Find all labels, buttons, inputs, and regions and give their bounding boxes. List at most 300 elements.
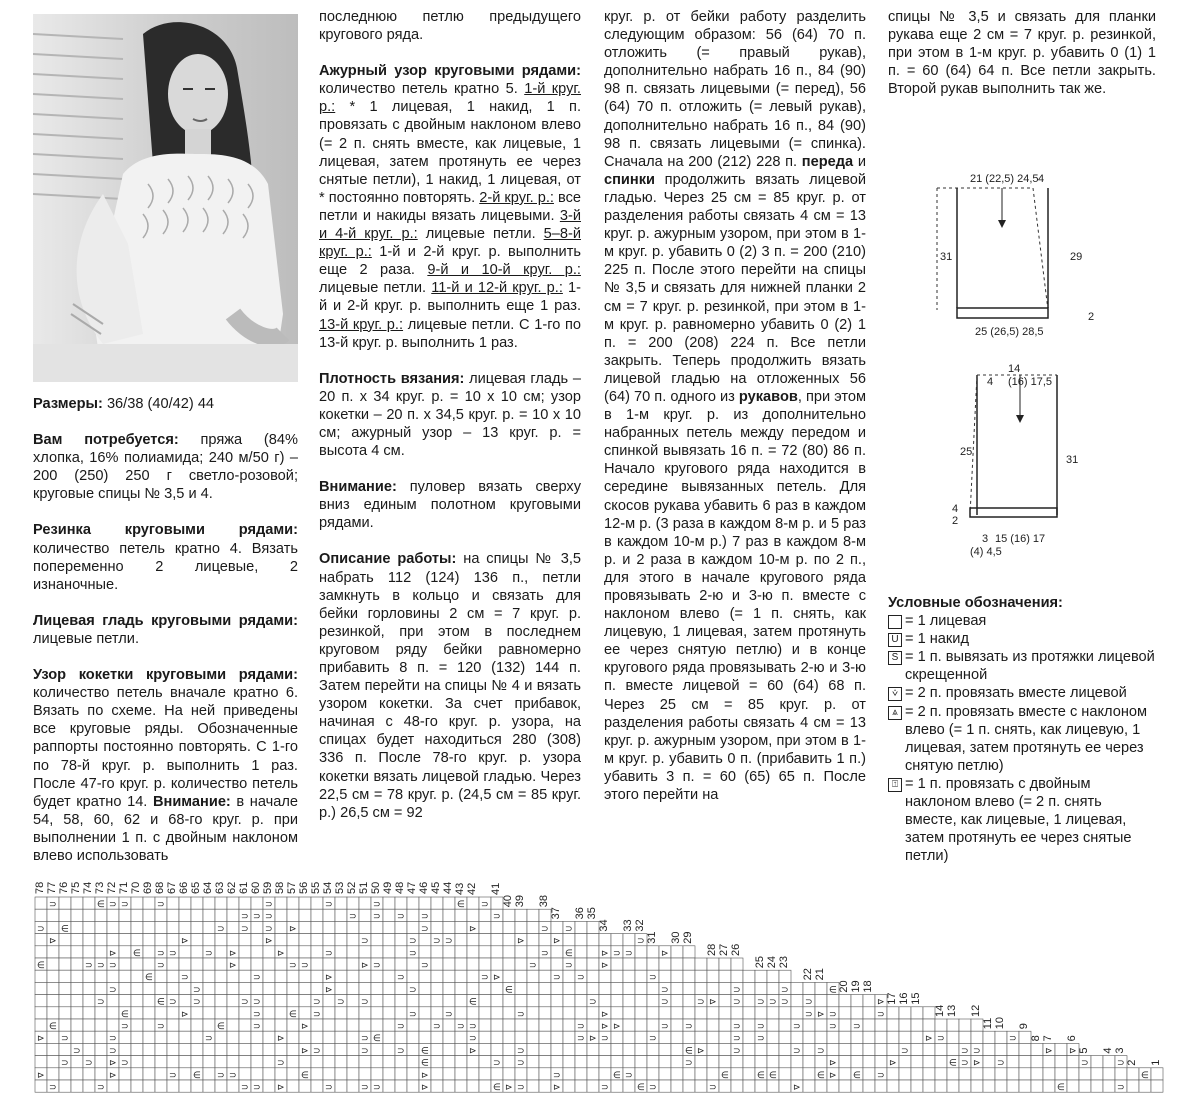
chart-cell [431,946,443,958]
chart-cell [599,934,611,946]
chart-cell [419,982,431,994]
chart-cell [551,958,563,970]
chart-cell [359,897,371,909]
chart-cell [347,1031,359,1043]
chart-cell [659,1007,671,1019]
stitch-mark: ⊃ [637,936,645,947]
chart-cell [563,1068,575,1080]
chart-cell [587,970,599,982]
stitch-mark: ⊃ [373,961,381,971]
chart-cell [467,1080,479,1092]
chart-cell [1043,1068,1055,1080]
sleeve-top2-dim: (16) 17,5 [1008,376,1053,388]
chart-cell [203,1007,215,1019]
chart-cell [743,1056,755,1068]
chart-cell [659,958,671,970]
chart-cell [899,1080,911,1092]
chart-cell [59,934,71,946]
chart-row-label: 68 [154,881,166,894]
chart-cell [587,1007,599,1019]
stitch-mark: ⊃ [469,1022,477,1032]
chart-cell [335,934,347,946]
column-1 [33,395,298,883]
chart-cell [467,909,479,921]
chart-cell [191,909,203,921]
chart-cell [527,1068,539,1080]
body-top-dim: 21 (22,5) 24,5 [970,173,1039,185]
chart-cell [851,995,863,1007]
chart-cell [431,1056,443,1068]
chart-cell [1055,1068,1067,1080]
chart-cell [791,982,803,994]
chart-cell [263,1080,275,1092]
chart-cell [503,946,515,958]
stitch-mark: ⊃ [205,1034,213,1045]
chart-cell [71,897,83,909]
stitch-mark: ⊃ [349,912,357,923]
chart-cell [143,934,155,946]
chart-cell [1079,1068,1091,1080]
chart-cell [1103,1056,1115,1068]
chart-cell [347,946,359,958]
chart-cell [95,1043,107,1055]
chart-cell [191,1031,203,1043]
chart-cell [83,897,95,909]
chart-cell [563,995,575,1007]
chart-cell [659,1031,671,1043]
stitch-mark: ⊃ [829,1022,837,1032]
chart-cell [227,1056,239,1068]
chart-cell [611,958,623,970]
chart-cell [227,1019,239,1031]
chart-cell [383,1056,395,1068]
chart-cell [755,1043,767,1055]
chart-cell [767,1043,779,1055]
chart-cell [131,982,143,994]
chart-cell [395,1068,407,1080]
chart-cell [395,946,407,958]
chart-cell [107,921,119,933]
chart-cell [83,921,95,933]
sleeve-top-left-dim: 4 [987,376,994,388]
chart-cell [503,1043,515,1055]
chart-row-label: 8 [1030,1035,1042,1042]
chart-cell [167,934,179,946]
chart-cell [95,982,107,994]
stitch-mark: ⊳ [829,1058,837,1069]
chart-cell [335,1080,347,1092]
chart-cell [863,1056,875,1068]
stitch-mark: ⊳ [361,961,369,971]
chart-cell [479,934,491,946]
stitch-mark: ⊃ [397,912,405,923]
stitch-mark: ⊳ [229,948,237,959]
chart-cell [191,1056,203,1068]
chart-cell [587,946,599,958]
legend-text: = 1 п. провязать с двойным наклоном влево (= 2 п. снять вместе, как лицевые, 1 лицевая, затем протянуть ее через снятые петли) [905,775,1132,865]
chart-cell [47,1056,59,1068]
chart-row-label: 73 [94,881,106,894]
chart-cell [395,995,407,1007]
chart-cell [359,1056,371,1068]
instructions-text: спицы № 3,5 и связать для планки рукава еще 2 см = 7 круг. р. резинкой, при этом в 1-м круг. р. убавить 0 (1) 1 п. = 60 (64) 64 п. Все петли закрыть. Второй рукав выполнить так же. [888,9,1156,98]
chart-cell [671,995,683,1007]
stitch-mark: ⊃ [49,900,57,910]
chart-row-label: 1 [1150,1059,1162,1066]
stitch-mark: ⊳ [589,1034,597,1045]
stitch-mark: ⊳ [181,936,189,947]
chart-cell [767,1007,779,1019]
stitch-mark: ⊃ [241,997,249,1008]
chart-cell [443,1080,455,1092]
chart-cell [815,1056,827,1068]
chart-cell [407,1068,419,1080]
chart-cell [215,946,227,958]
stitch-mark: ⊃ [469,1034,477,1045]
chart-cell [455,970,467,982]
stitch-mark: ⊃ [421,961,429,971]
stitch-mark: ⊃ [589,997,597,1008]
chart-row-label: 54 [322,881,334,894]
chart-row-label: 40 [502,894,514,908]
stitch-mark: ⊃ [265,924,273,935]
stitch-mark: ⊳ [109,1058,117,1069]
chart-cell [35,897,47,909]
chart-cell [491,934,503,946]
chart-cell [803,982,815,994]
stitch-mark: ⊳ [325,985,333,996]
chart-cell [83,970,95,982]
chart-cell [275,1068,287,1080]
chart-cell [263,1056,275,1068]
chart-cell [311,1056,323,1068]
chart-cell [71,934,83,946]
stitch-mark: ⊳ [601,961,609,971]
stitch-mark: ⊃ [481,900,489,910]
chart-row-label: 65 [190,881,202,894]
stitch-mark: ⊳ [109,1070,117,1081]
chart-row-label: 59 [262,881,274,894]
chart-cell [527,995,539,1007]
chart-cell [1151,1080,1163,1092]
chart-cell [455,1080,467,1092]
stitch-mark: ⊳ [421,1070,429,1081]
chart-cell [623,1080,635,1092]
chart-cell [155,1043,167,1055]
chart-cell [347,1056,359,1068]
chart-cell [851,1043,863,1055]
stitch-symbol-icon: ⍐ [888,778,902,792]
chart-cell [719,958,731,970]
chart-cell [35,995,47,1007]
chart-cell [263,946,275,958]
chart-cell [635,946,647,958]
chart-cell [443,921,455,933]
chart-cell [1019,1080,1031,1092]
legend-text: = 2 п. провязать вместе с наклоном влево (= 1 п. снять, как лицевую, 1 лицевая, затем протянуть ее через снятую петлю) [905,703,1148,774]
stitch-symbol-icon: U [888,633,902,647]
chart-cell [815,982,827,994]
stitch-mark: ∈ [769,1070,777,1081]
chart-cell [587,1019,599,1031]
chart-cell [419,897,431,909]
chart-cell [71,1080,83,1092]
stitch-mark: ⊃ [61,1034,69,1045]
stitch-mark: ⊃ [661,985,669,996]
chart-cell [263,1007,275,1019]
stitch-mark: ⊳ [277,948,285,959]
chart-cell [95,934,107,946]
chart-cell [47,909,59,921]
chart-cell [71,958,83,970]
chart-cell [371,1043,383,1055]
chart-cell [251,958,263,970]
chart-cell [287,982,299,994]
chart-cell [551,1031,563,1043]
stitch-mark: ∈ [757,1070,765,1081]
stitch-mark: ⊃ [61,1058,69,1069]
chart-cell [179,946,191,958]
stitch-mark: ∈ [817,1070,825,1081]
chart-cell [683,982,695,994]
chart-cell [407,909,419,921]
chart-cell [863,995,875,1007]
stitch-mark: ∈ [133,948,141,959]
chart-cell [707,1031,719,1043]
chart-cell [491,1043,503,1055]
chart-cell [1031,1056,1043,1068]
stitch-mark: ⊃ [553,1070,561,1081]
chart-cell [623,970,635,982]
stitch-mark: ⊃ [409,985,417,996]
stitch-mark: ⊃ [757,1022,765,1032]
chart-cell [743,1043,755,1055]
chart-cell [539,1068,551,1080]
stitch-mark: ⊃ [529,961,537,971]
chart-row-label: 77 [46,881,58,894]
chart-cell [143,897,155,909]
instructions-text: и [853,153,866,170]
chart-cell [323,909,335,921]
chart-cell [683,946,695,958]
chart-cell [131,1056,143,1068]
chart-row-label: 74 [82,881,94,894]
chart-cell [263,1068,275,1080]
stitch-mark: ⊳ [469,1046,477,1057]
chart-cell [779,1043,791,1055]
chart-cell [707,1068,719,1080]
chart-cell [611,1080,623,1092]
chart-cell [83,1031,95,1043]
chart-cell [611,1007,623,1019]
chart-cell [311,1019,323,1031]
chart-cell [671,1080,683,1092]
chart-cell [227,909,239,921]
chart-cell [959,1031,971,1043]
chart-cell [47,958,59,970]
chart-cell [35,1056,47,1068]
stitch-mark: ⊃ [109,961,117,971]
chart-cell [719,1019,731,1031]
chart-cell [1067,1056,1079,1068]
chart-row-label: 45 [430,881,442,894]
continued-text: последнюю петлю предыдущего кругового ряда. [319,9,581,44]
instructions-text: на спицы № 3,5 набрать 112 (124) 136 п., петли замкнуть в кольцо и связать для бейки горловины 2 см = 7 круг. р. резинкой, при этом в последнем круговом ряду бейки равномерно прибавить 8 п. = 120 (132) 144 п. Затем перейти на спицы № 4 и вязать узором кокетки. За счет прибавок, начиная с 48-го круг. р. узора, на спицах будет находиться 280 (308) 336 п. После 78-го круг. р. узора кокетки вязать лицевой гладью. Через 22,5 см = 78 круг. р. (24,5 см = 85 круг. р.) 26,5 см = 92 [319,551,581,821]
chart-cell [755,1056,767,1068]
chart-row-label: 12 [970,1004,982,1017]
stitch-mark: ∈ [565,948,573,959]
chart-cell [203,1080,215,1092]
chart-row-label: 20 [838,980,850,993]
chart-cell [899,1019,911,1031]
chart-cell [335,970,347,982]
stitch-mark: ∈ [289,1009,297,1020]
chart-cell [491,946,503,958]
chart-cell [311,958,323,970]
chart-cell [239,958,251,970]
chart-cell [575,982,587,994]
chart-cell [71,1068,83,1080]
chart-cell [527,1031,539,1043]
chart-cell [623,1043,635,1055]
stitch-mark: ⊃ [97,1083,105,1093]
chart-cell [863,1043,875,1055]
chart-cell [335,1019,347,1031]
stitch-mark: ⊃ [193,997,201,1008]
chart-cell [539,934,551,946]
chart-row-label: 9 [1018,1023,1030,1030]
chart-cell [563,970,575,982]
stitch-mark: ⊃ [961,1058,969,1069]
chart-cell [911,1019,923,1031]
chart-row-label: 63 [214,881,226,894]
chart-cell [431,921,443,933]
chart-cell [323,1019,335,1031]
chart-cell [695,982,707,994]
chart-cell [695,1080,707,1092]
chart-cell [647,1056,659,1068]
chart-cell [1031,1043,1043,1055]
lace-text: все петли и накиды вязать лицевыми. [319,189,581,224]
chart-cell [47,995,59,1007]
chart-cell [659,1056,671,1068]
chart-cell [731,1080,743,1092]
chart-cell [695,1056,707,1068]
chart-cell [647,1043,659,1055]
chart-cell [455,921,467,933]
chart-cell [347,1007,359,1019]
column-3 [604,8,866,822]
chart-cell [443,1056,455,1068]
chart-cell [455,995,467,1007]
chart-cell [347,934,359,946]
stitch-mark: ⊃ [157,1022,165,1032]
chart-cell [575,1007,587,1019]
stitch-mark: ⊃ [757,1034,765,1045]
chart-cell [59,909,71,921]
stitch-mark: ⊃ [517,1083,525,1093]
chart-row-label: 56 [298,881,310,894]
chart-cell [815,1031,827,1043]
chart-cell [167,958,179,970]
stitch-mark: ⊃ [805,997,813,1008]
chart-cell [911,1056,923,1068]
chart-cell [83,934,95,946]
chart-cell [71,1019,83,1031]
chart-cell [71,1031,83,1043]
chart-row-label: 30 [670,931,682,944]
chart-cell [275,995,287,1007]
body-top-right-dim: 4 [1038,173,1045,185]
lace-text: количество петель кратно 5. [319,81,525,98]
materials-label: Вам потребуется: [33,432,179,449]
chart-cell [287,946,299,958]
chart-cell [875,1031,887,1043]
chart-cell [671,1019,683,1031]
stitch-mark: ⊃ [577,973,585,984]
stitch-mark: ⊃ [577,1022,585,1032]
chart-cell [83,982,95,994]
chart-cell [431,1080,443,1092]
chart-cell [287,1031,299,1043]
chart-cell [287,909,299,921]
chart-cell [683,1080,695,1092]
chart-cell [299,921,311,933]
stitch-mark: ⊳ [793,1083,801,1093]
chart-cell [851,1056,863,1068]
chart-cell [707,970,719,982]
chart-cell [587,1068,599,1080]
stitch-mark: ⊃ [577,1034,585,1045]
chart-cell [431,1068,443,1080]
chart-row-label: 31 [646,931,658,944]
chart-cell [575,1068,587,1080]
chart-cell [455,1007,467,1019]
chart-cell [179,995,191,1007]
stitch-mark: ⊃ [625,1070,633,1081]
chart-row-label: 22 [802,968,814,981]
stitch-mark: ⊃ [565,961,573,971]
chart-cell [383,1080,395,1092]
stitch-mark: ⊃ [397,1046,405,1057]
chart-cell [191,946,203,958]
chart-cell [119,934,131,946]
chart-cell [467,982,479,994]
chart-cell [179,1056,191,1068]
chart-cell [227,1043,239,1055]
stitch-mark: ⊃ [793,1022,801,1032]
stitch-mark: ⊳ [697,1046,705,1057]
chart-cell [431,958,443,970]
stitch-mark: ⊃ [649,1083,657,1093]
chart-row-label: 29 [682,931,694,944]
chart-cell [575,995,587,1007]
chart-cell [791,1068,803,1080]
stitch-mark: ⊃ [373,912,381,923]
chart-cell [323,1068,335,1080]
chart-cell [983,1031,995,1043]
chart-cell [143,982,155,994]
chart-cell [827,1080,839,1092]
chart-cell [71,909,83,921]
chart-row-label: 49 [382,881,394,894]
chart-cell [683,1068,695,1080]
chart-cell [143,909,155,921]
chart-cell [299,970,311,982]
chart-row-label: 64 [202,881,214,894]
chart-cell [779,1019,791,1031]
chart-cell [803,1019,815,1031]
